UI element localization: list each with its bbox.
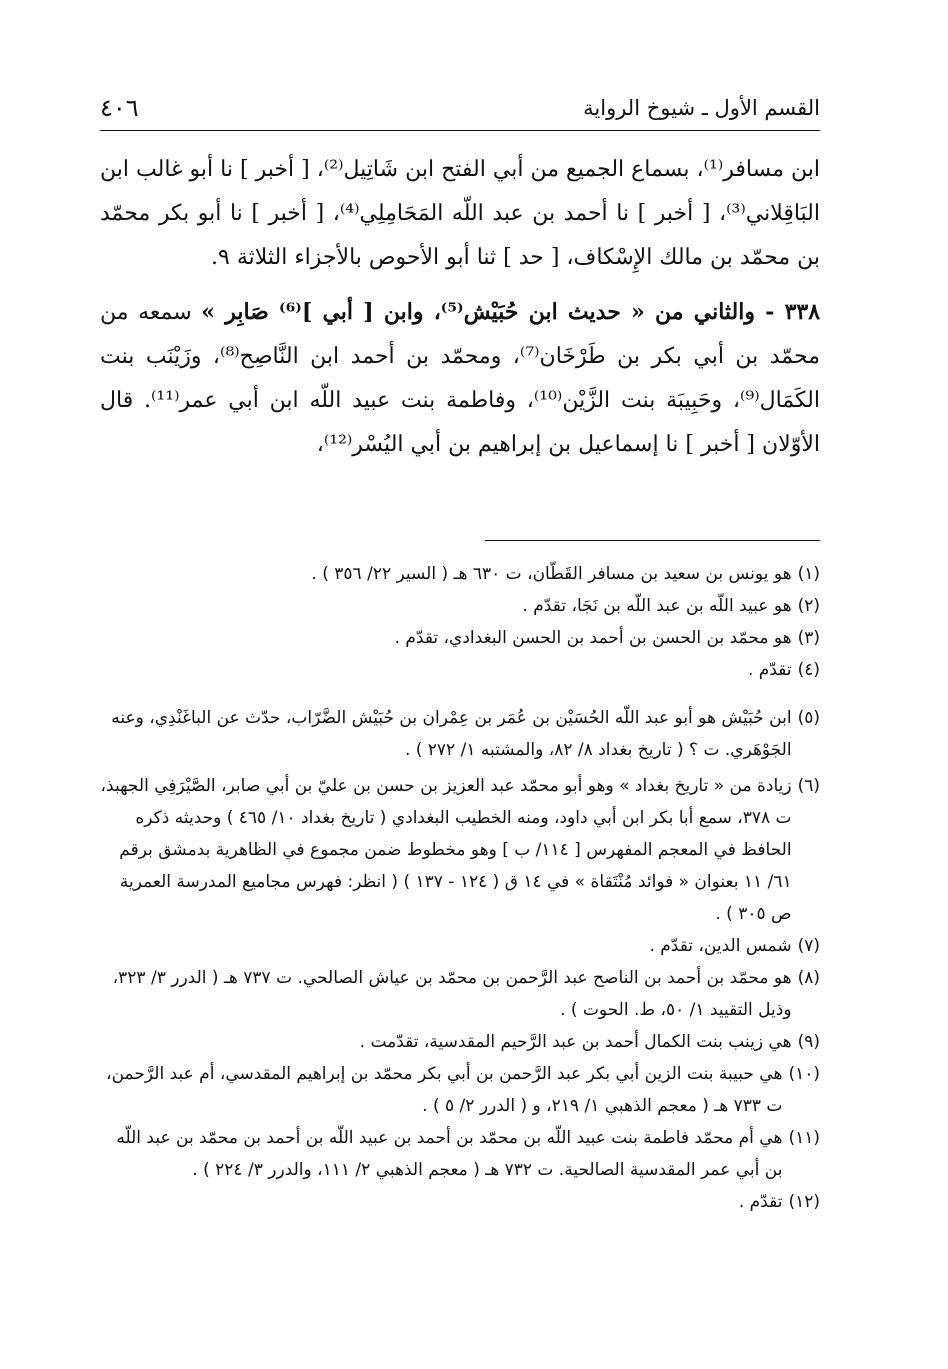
- entry-338-heading: ٣٣٨ - والثاني من « حديث ابن حُبَيْش⁽⁵⁾، وابن [ أبي ]⁽⁶⁾ صَابِر »: [201, 299, 821, 325]
- footnote-text: هي أم محمّد فاطمة بنت عبيد اللّه بن محمّد بن أحمد بن عبيد اللّه بن أحمد بن محمّد بن عبد اللّه بن أبي عمر المقدسية الصالحية. ت ٧٣٢ هـ ( معجم الذهبي ٢/ ١١١، والدرر ٣/ ٢٢٤ ) .: [116, 1128, 783, 1180]
- page-number: ٤٠٦: [100, 94, 139, 122]
- footnotes: [100, 558, 820, 1218]
- footnote-number: (٥): [797, 708, 820, 728]
- running-title: القسم الأول ـ شيوخ الرواية: [583, 96, 820, 120]
- main-text: [100, 148, 820, 467]
- footnote-2: [100, 590, 820, 622]
- footnote-text: تقدّم .: [738, 1192, 783, 1212]
- footnote-number: (٤): [797, 660, 820, 680]
- footnote-text: تقدّم .: [747, 660, 792, 680]
- footnote-text: هي زينب بنت الكمال أحمد بن عبد الرَّحيم المقدسية، تقدّمت .: [359, 1032, 792, 1052]
- footnote-number: (١٢): [788, 1192, 820, 1212]
- footnote-number: (٦): [797, 776, 820, 796]
- footnote-11: [100, 1122, 820, 1186]
- footnote-text: هو عبيد اللّه بن عبد اللّه بن نَجَا، تقدّم .: [522, 596, 792, 616]
- footnote-number: (٧): [797, 936, 820, 956]
- footnote-number: (١): [797, 564, 820, 584]
- footnote-text: هو محمّد بن أحمد بن الناصح عبد الرَّحمن بن محمّد بن عياش الصالحي. ت ٧٣٧ هـ ( الدرر ٣/ ٣٢٣، وذيل التقييد ١/ ٥٠، ط. الحوت ) .: [112, 968, 792, 1020]
- footnote-separator: [485, 540, 820, 541]
- footnote-text: شمس الدين، تقدّم .: [649, 936, 792, 956]
- footnote-8: [100, 962, 820, 1026]
- entry-338-body: سمعه من محمّد بن أبي بكر بن طَرْخَان⁽⁷⁾، ومحمّد بن أحمد ابن النَّاصِح⁽⁸⁾، وزَيْنَب بنت الكَمَال⁽⁹⁾، وحَبِيبَة بنت الزَّيْن⁽¹⁰⁾، وفاطمة بنت عبيد اللّه ابن أبي عمر⁽¹¹⁾. قال الأوّلان [ أخبر ] نا إسماعيل بن إبراهيم بن أبي اليُسْر⁽¹²⁾،: [100, 300, 821, 457]
- footnote-number: (٣): [797, 628, 820, 648]
- footnote-number: (١١): [788, 1128, 820, 1148]
- footnote-7: [100, 930, 820, 962]
- footnote-3: [100, 622, 820, 654]
- footnote-1: [100, 558, 820, 590]
- footnote-number: (٢): [797, 596, 820, 616]
- footnote-5: [100, 702, 820, 766]
- paragraph-1: ابن مسافر⁽¹⁾، بسماع الجميع من أبي الفتح ابن شَاتِيل⁽²⁾، [ أخبر ] نا أبو غالب ابن البَاقِلاني⁽³⁾، [ أخبر ] نا أحمد بن عبد اللّه المَحَامِلِي⁽⁴⁾، [ أخبر ] نا أبو بكر محمّد بن محمّد بن مالك الإِسْكاف، [ حد ] ثنا أبو الأحوص بالأجزاء الثلاثة ٩.: [100, 157, 820, 270]
- footnote-text: هو يونس بن سعيد بن مسافر القَطّان، ت ٦٣٠ هـ ( السير ٢٢/ ٣٥٦ ) .: [311, 564, 792, 584]
- footnote-text: زيادة من « تاريخ بغداد » وهو أبو محمّد عبد العزيز بن حسن بن عليّ بن أبي صابر، الصَّيْرَفِي الجهبذ، ت ٣٧٨، سمع أبا بكر ابن أبي داود، ومنه الخطيب البغدادي ( تاريخ بغداد ١٠/ ٤٦٥ ) وحديثه ذكره الحافظ في المعجم المفهرس [ ١١٤/ ب ] وهو مخطوط ضمن مجموع في الظاهرية بدمشق برقم ٦١/ ١١ بعنوان « فوائد مُنْتَقاة » في ١٤ ق ( ١٢٤ - ١٣٧ ) ( انظر: فهرس مجاميع المدرسة العمرية ص ٣٠٥ ) .: [100, 776, 792, 924]
- book-page: [100, 0, 820, 1369]
- footnote-number: (٩): [797, 1032, 820, 1052]
- footnote-group-gap: [100, 686, 820, 698]
- footnote-text: ابن حُبَيْش هو أبو عبد اللّه الحُسَيْن بن عُمَر بن عِمْران بن حُبَيْش الضَّرّاب، حدّث عن الباغَنْدِي، وعنه الجَوْهَري. ت ؟ ( تاريخ بغداد ٨/ ٨٢، والمشتبه ١/ ٢٧٢ ) .: [111, 708, 792, 760]
- footnote-text: هي حبيبة بنت الزين أبي بكر عبد الرَّحمن بن أبي بكر محمّد بن إبراهيم المقدسي، أم عبد الرَّحمن، ت ٧٣٣ هـ ( معجم الذهبي ١/ ٢١٩، و ( الدرر ٢/ ٥ ) .: [106, 1064, 783, 1116]
- footnote-number: (١٠): [788, 1064, 820, 1084]
- footnote-text: هو محمّد بن الحسن بن أحمد بن الحسن البغدادي، تقدّم .: [394, 628, 792, 648]
- paragraph-338: [100, 290, 820, 467]
- page-header: [100, 86, 820, 131]
- footnote-number: (٨): [797, 968, 820, 988]
- footnote-6: [100, 770, 820, 930]
- footnote-12: [100, 1186, 820, 1218]
- footnote-4: [100, 654, 820, 686]
- footnote-9: [100, 1026, 820, 1058]
- footnote-10: [100, 1058, 820, 1122]
